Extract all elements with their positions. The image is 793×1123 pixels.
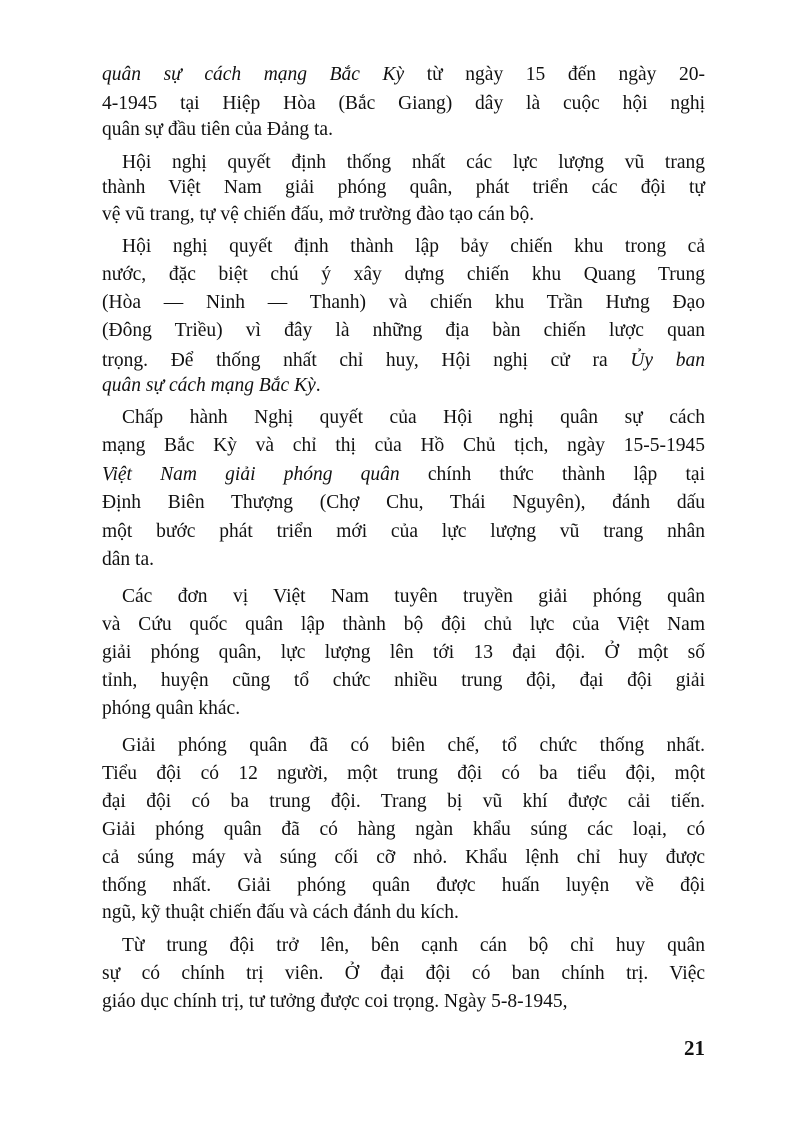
text-segment: Giải phóng quân đã có hàng ngàn khẩu súng các loại, có (102, 819, 705, 840)
text-segment: . (315, 375, 321, 396)
italic-text: Ủy ban (630, 350, 705, 371)
text-line (102, 372, 705, 400)
text-line (102, 844, 705, 872)
text-segment: Tiểu đội có 12 người, một trung đội có ba tiểu đội, một (102, 763, 705, 784)
text-segment: thành Việt Nam giải phóng quân, phát triển các đội tự (102, 177, 705, 198)
text-line (102, 695, 705, 723)
text-line (122, 583, 705, 611)
text-segment: thống nhất. Giải phóng quân được huấn luyện về đội (102, 875, 705, 896)
text-segment: 4-1945 tại Hiệp Hòa (Bắc Giang) dây là cuộc hội nghị (102, 93, 705, 114)
text-line (122, 233, 705, 261)
text-line (102, 816, 705, 844)
text-line (102, 116, 705, 144)
text-line (102, 546, 705, 574)
text-segment: cả súng máy và súng cối cỡ nhỏ. Khẩu lệnh chỉ huy được (102, 847, 705, 868)
text-segment: (Hòa — Ninh — Thanh) và chiến khu Trần Hưng Đạo (102, 292, 705, 313)
text-segment: Định Biên Thượng (Chợ Chu, Thái Nguyên), đánh dấu (102, 492, 705, 513)
text-line (102, 518, 705, 546)
text-segment: Giải phóng quân đã có biên chế, tổ chức thống nhất. (122, 735, 705, 756)
text-line (102, 461, 705, 489)
text-line (102, 289, 705, 317)
text-line (102, 90, 705, 118)
text-line (102, 317, 705, 345)
text-segment: phóng quân khác. (102, 698, 241, 719)
page-number: 21 (684, 1036, 705, 1060)
text-line (102, 788, 705, 816)
text-segment: Chấp hành Nghị quyết của Hội nghị quân sự cách (122, 407, 705, 428)
text-line (122, 732, 705, 760)
text-segment: Từ trung đội trở lên, bên cạnh cán bộ chỉ huy quân (122, 935, 705, 956)
text-segment: một bước phát triển mới của lực lượng vũ trang nhân (102, 521, 705, 542)
text-segment: (Đông Triều) vì đây là những địa bàn chiến lược quan (102, 320, 705, 341)
text-segment: tỉnh, huyện cũng tổ chức nhiều trung đội, đại đội giải (102, 670, 705, 691)
text-line (102, 872, 705, 900)
text-line (102, 489, 705, 517)
text-line (102, 201, 705, 229)
text-line (102, 174, 705, 202)
text-segment: chính thức thành lập tại (399, 464, 705, 485)
text-segment: từ ngày 15 đến ngày 20- (404, 64, 705, 85)
text-line (102, 960, 705, 988)
text-line (102, 347, 705, 375)
italic-text: Việt Nam giải phóng quân (102, 464, 400, 485)
text-segment: dân ta. (102, 549, 154, 570)
text-line (102, 61, 705, 89)
text-segment: sự có chính trị viên. Ở đại đội có ban chính trị. Việc (102, 963, 705, 984)
text-line (102, 667, 705, 695)
text-segment: mạng Bắc Kỳ và chỉ thị của Hồ Chủ tịch, ngày 15-5-1945 (102, 435, 705, 456)
text-segment: Hội nghị quyết định thống nhất các lực lượng vũ trang (122, 152, 705, 173)
text-line (102, 899, 705, 927)
text-segment: Hội nghị quyết định thành lập bảy chiến khu trong cả (122, 236, 705, 257)
text-line (102, 988, 705, 1016)
italic-text: quân sự cách mạng Bắc Kỳ (102, 64, 405, 85)
text-line (102, 760, 705, 788)
text-line (102, 611, 705, 639)
text-line (102, 261, 705, 289)
text-segment: Các đơn vị Việt Nam tuyên truyền giải phóng quân (122, 586, 705, 607)
text-segment: và Cứu quốc quân lập thành bộ đội chủ lực của Việt Nam (102, 614, 705, 635)
text-line (122, 149, 705, 177)
text-line (122, 932, 705, 960)
text-segment: đại đội có ba trung đội. Trang bị vũ khí được cải tiến. (102, 791, 705, 812)
text-segment: nước, đặc biệt chú ý xây dựng chiến khu Quang Trung (102, 264, 705, 285)
text-segment: giáo dục chính trị, tư tưởng được coi trọng. Ngày 5-8-1945, (102, 991, 568, 1012)
italic-text: quân sự cách mạng Bắc Kỳ (102, 375, 316, 396)
text-segment: giải phóng quân, lực lượng lên tới 13 đại đội. Ở một số (102, 642, 705, 663)
text-segment: quân sự đầu tiên của Đảng ta. (102, 119, 333, 140)
text-segment: ngũ, kỹ thuật chiến đấu và cách đánh du kích. (102, 902, 459, 923)
text-line (102, 432, 705, 460)
text-segment: vệ vũ trang, tự vệ chiến đấu, mở trường đào tạo cán bộ. (102, 204, 535, 225)
text-segment: trọng. Để thống nhất chỉ huy, Hội nghị cử ra (102, 350, 631, 371)
text-line (122, 404, 705, 432)
text-line (102, 639, 705, 667)
